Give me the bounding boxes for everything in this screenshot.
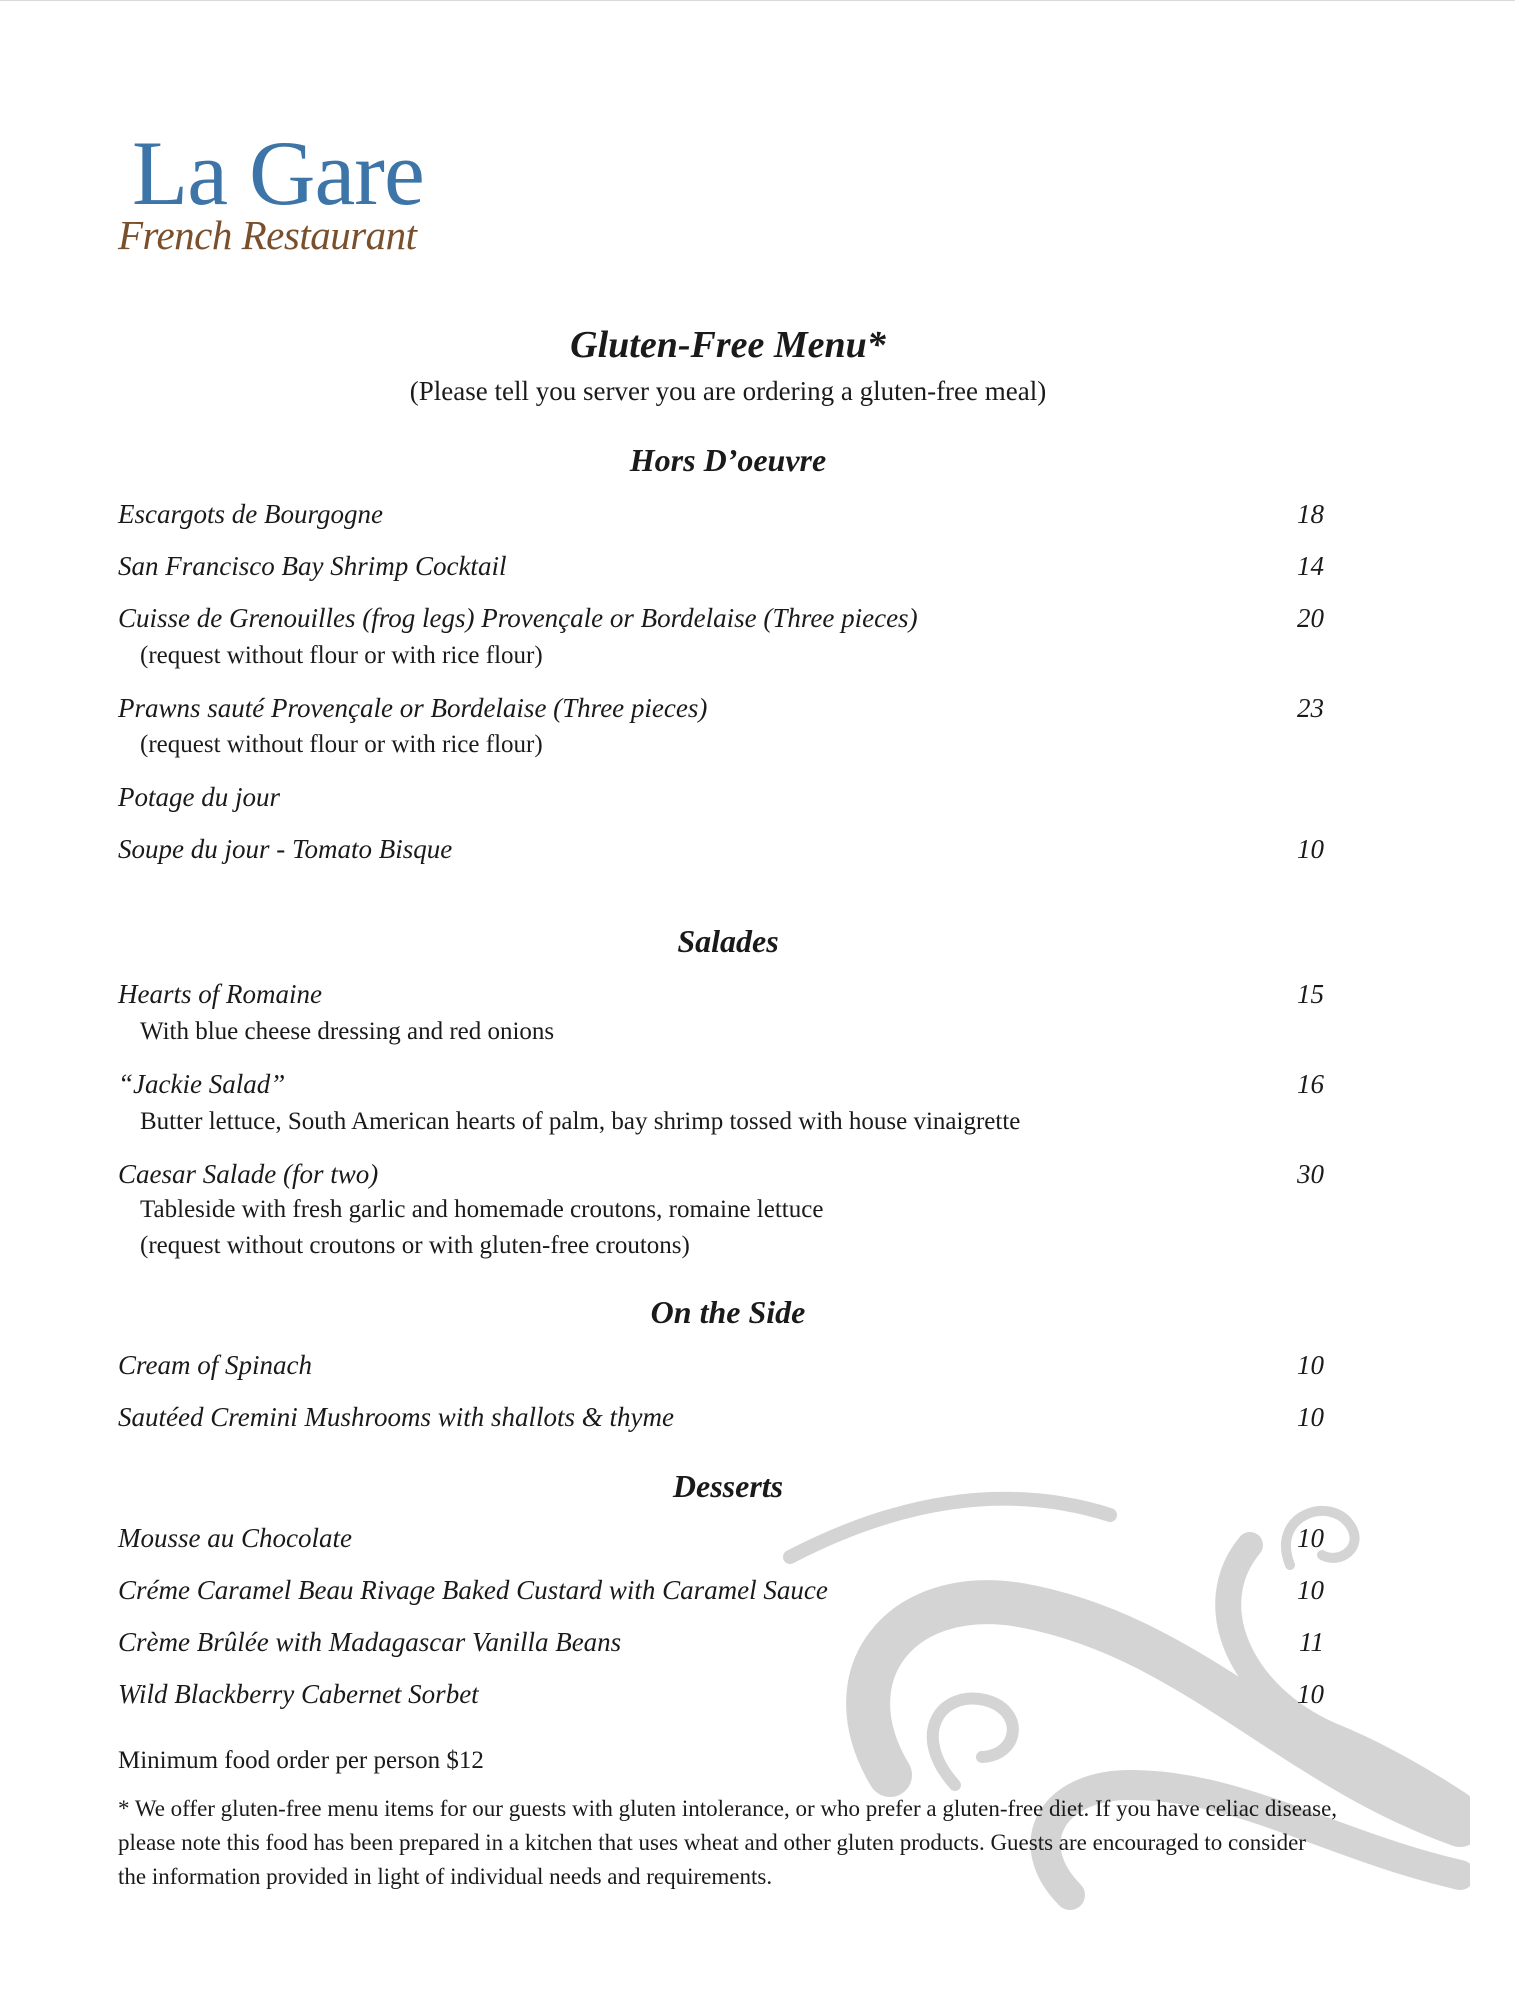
logo-subtitle: French Restaurant xyxy=(118,212,417,258)
menu-item-name: Wild Blackberry Cabernet Sorbet xyxy=(118,1679,479,1709)
menu-item-name: Potage du jour xyxy=(118,782,280,812)
menu-item-price: 23 xyxy=(1297,693,1324,723)
menu-item-name: Prawns sauté Provençale or Bordelaise (Three pieces) xyxy=(118,693,708,723)
menu-item-price: 16 xyxy=(1297,1069,1324,1099)
menu-item-description: (request without flour or with rice flour) xyxy=(140,731,543,758)
menu-item-name: Sautéed Cremini Mushrooms with shallots & thyme xyxy=(118,1402,674,1432)
menu-item-price: 15 xyxy=(1297,979,1324,1009)
menu-item-description: With blue cheese dressing and red onions xyxy=(140,1018,555,1045)
menu-item-description: Butter lettuce, South American hearts of palm, bay shrimp tossed with house vinaigrette xyxy=(140,1108,1021,1135)
menu-item-name: Hearts of Romaine xyxy=(118,979,322,1009)
logo-name: La Gare xyxy=(132,122,424,224)
menu-item-name: Cream of Spinach xyxy=(118,1350,312,1380)
menu-item-name: Créme Caramel Beau Rivage Baked Custard with Caramel Sauce xyxy=(118,1575,828,1605)
section-heading-desserts: Desserts xyxy=(672,1468,784,1504)
menu-item-name: Cuisse de Grenouilles (frog legs) Provençale or Bordelaise (Three pieces) xyxy=(118,603,918,633)
menu-item-name: Caesar Salade (for two) xyxy=(118,1159,379,1189)
menu-item-description: (request without croutons or with gluten-free croutons) xyxy=(140,1232,690,1259)
section-heading-hors-doeuvre: Hors D’oeuvre xyxy=(629,442,827,478)
menu-item-name: Mousse au Chocolate xyxy=(118,1523,352,1553)
gluten-disclaimer: * We offer gluten-free menu items for our guests with gluten intolerance, or who prefer a gluten-free diet. If you have celiac disease, please note this food has been prepared in a kitchen that uses wheat and other gluten products. Guests are encouraged to consider the information provided in light of individual needs and requirements. xyxy=(118,1796,1338,1889)
menu-item-price: 18 xyxy=(1297,499,1324,529)
restaurant-logo xyxy=(118,118,498,258)
menu-item-price: 10 xyxy=(1297,1575,1324,1605)
menu-item-name: “Jackie Salad” xyxy=(118,1069,286,1099)
menu-item-price: 10 xyxy=(1297,834,1324,864)
section-heading-on-the-side: On the Side xyxy=(650,1294,806,1330)
menu-title: Gluten-Free Menu* xyxy=(570,324,886,366)
menu-item-price: 10 xyxy=(1297,1679,1324,1709)
menu-item-price: 10 xyxy=(1297,1523,1324,1553)
section-heading-salades: Salades xyxy=(677,923,779,959)
menu-subtitle: (Please tell you server you are ordering a gluten-free meal) xyxy=(409,376,1047,406)
menu-item-price: 10 xyxy=(1297,1350,1324,1380)
menu-item-name: Soupe du jour - Tomato Bisque xyxy=(118,834,453,864)
menu-item-description: Tableside with fresh garlic and homemade croutons, romaine lettuce xyxy=(140,1196,824,1223)
menu-item-name: Crème Brûlée with Madagascar Vanilla Beans xyxy=(118,1627,622,1657)
minimum-order-note: Minimum food order per person $12 xyxy=(118,1747,484,1774)
menu-item-price: 10 xyxy=(1297,1402,1324,1432)
menu-item-price: 30 xyxy=(1297,1159,1324,1189)
menu-item-price: 14 xyxy=(1297,551,1324,581)
menu-item-name: Escargots de Bourgogne xyxy=(118,499,383,529)
menu-item-price: 11 xyxy=(1299,1627,1324,1657)
menu-item-name: San Francisco Bay Shrimp Cocktail xyxy=(118,551,507,581)
menu-item-price: 20 xyxy=(1297,603,1324,633)
menu-item-description: (request without flour or with rice flour) xyxy=(140,642,543,669)
